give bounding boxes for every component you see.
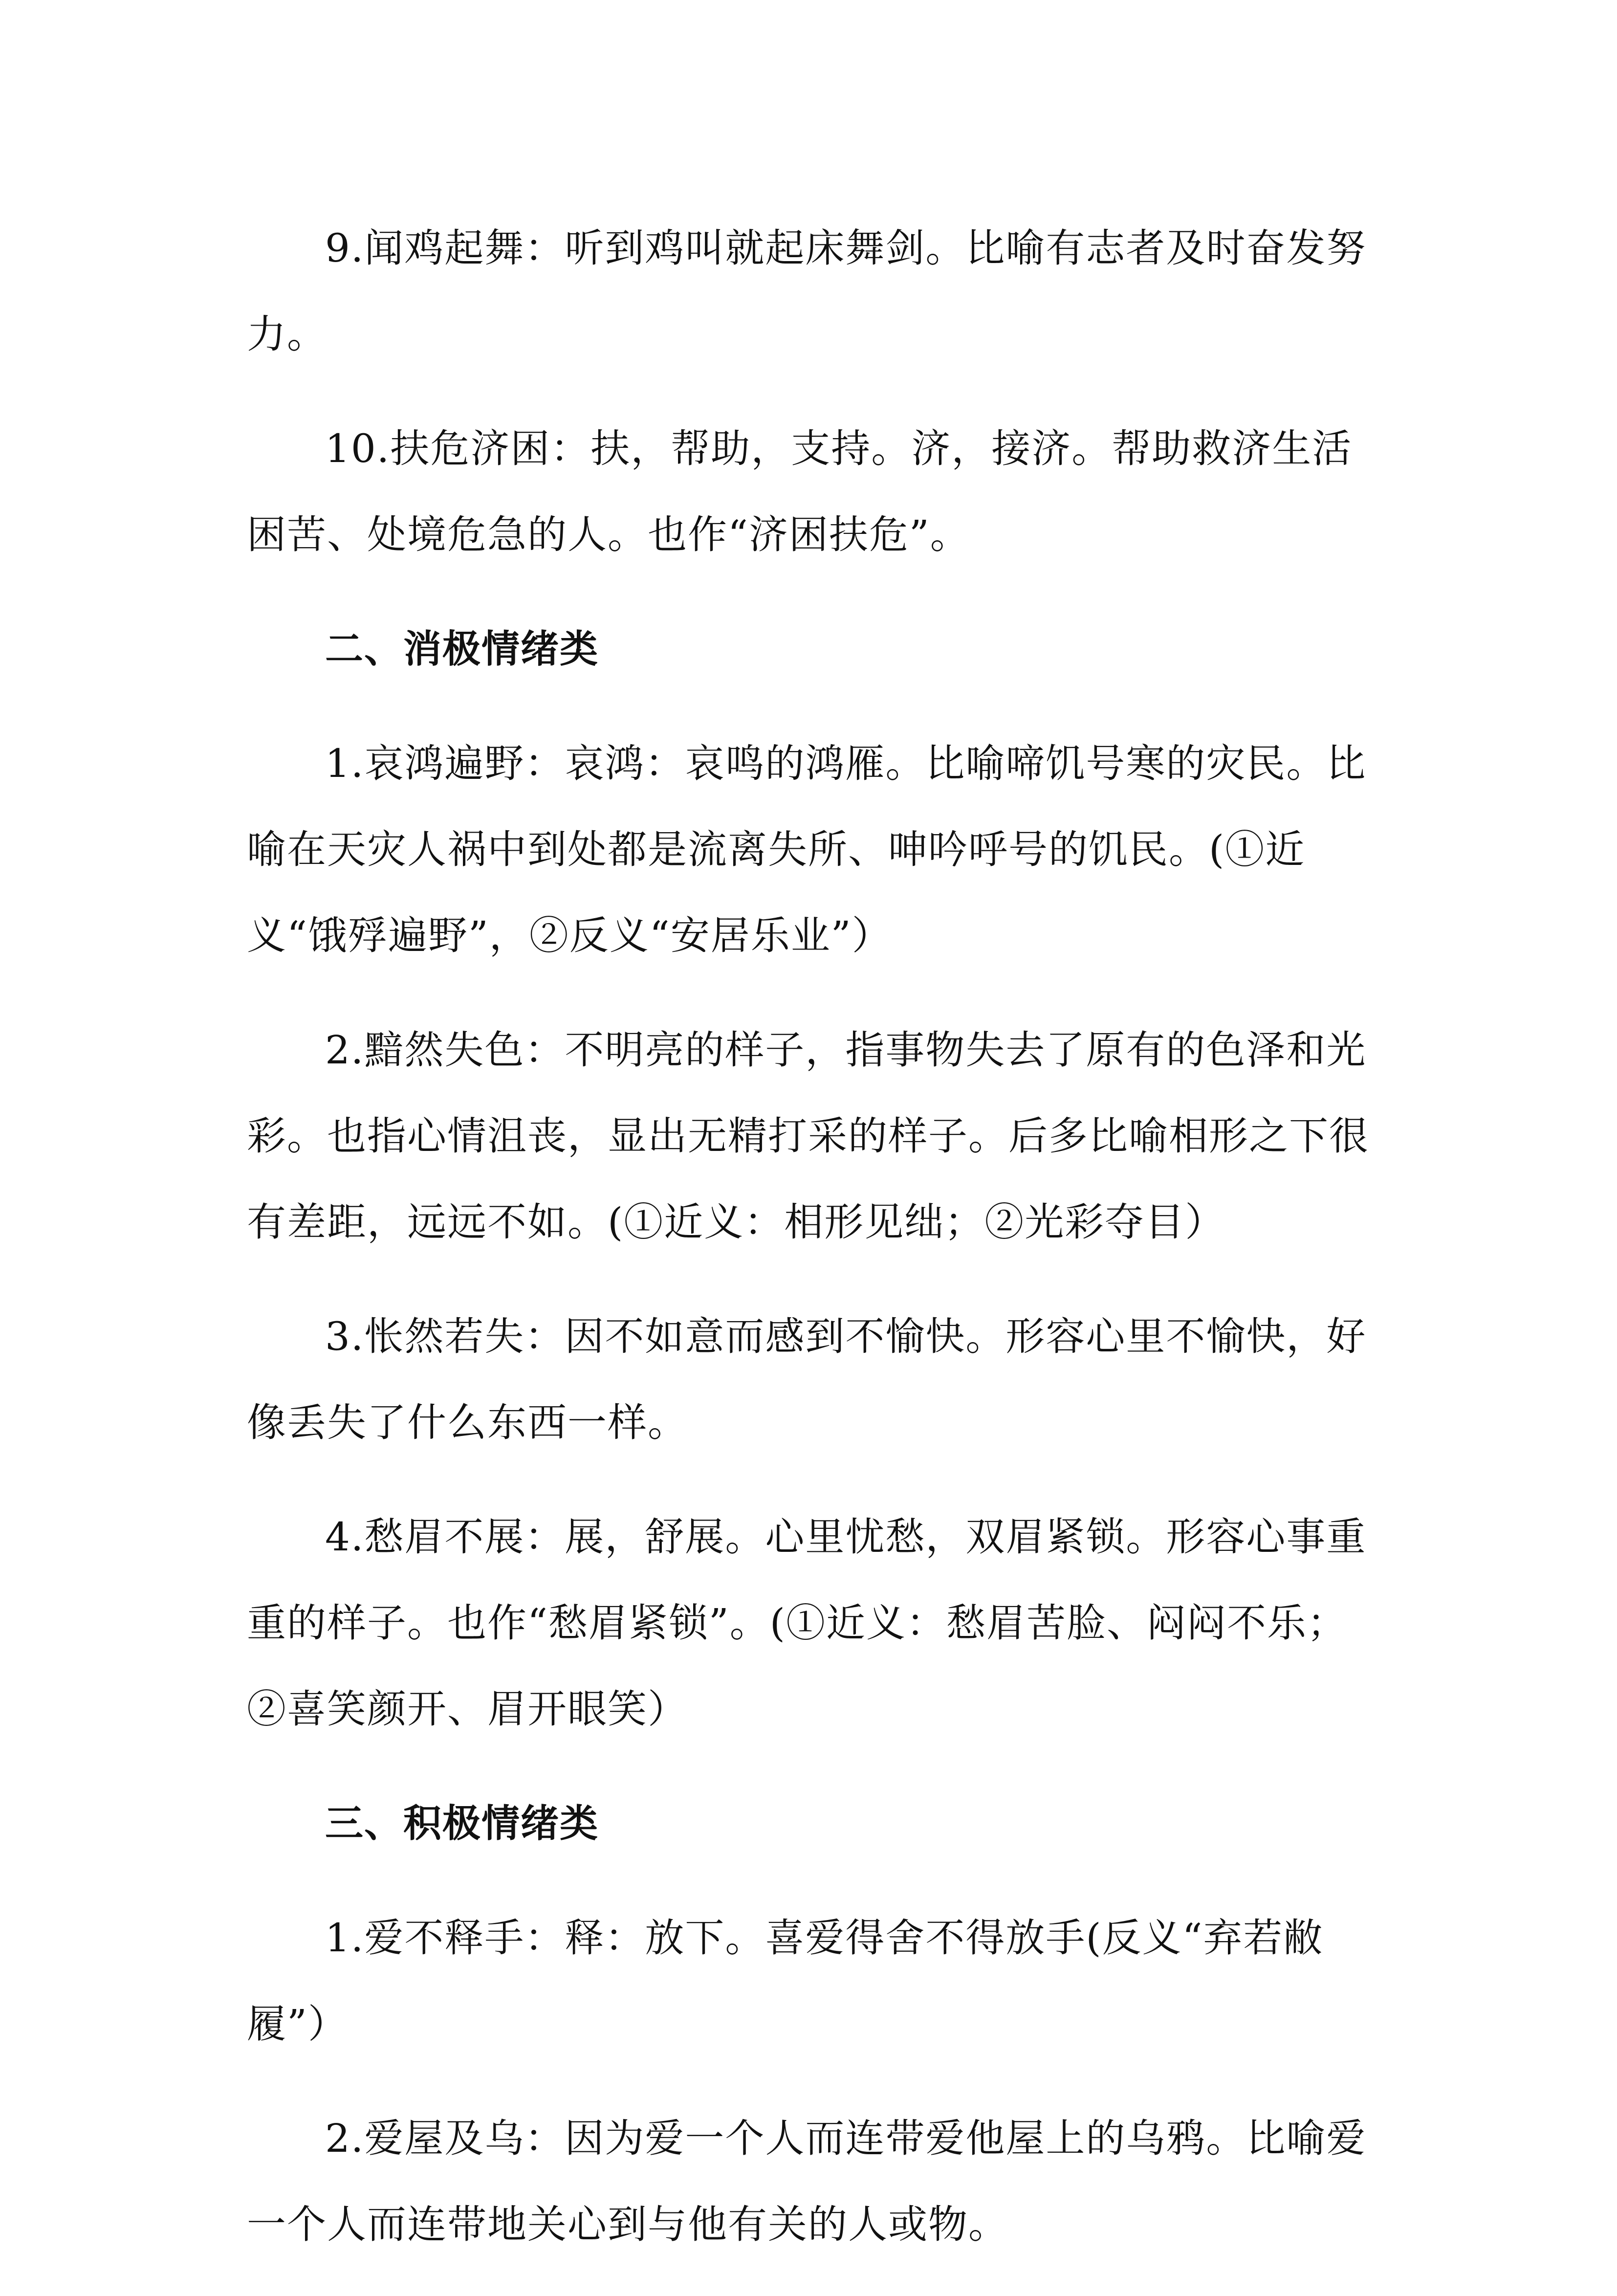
- idiom-changran-ruoshi: 3.怅然若失：因不如意而感到不愉快。形容心里不愉快，好像丢失了什么东西一样。: [247, 1314, 1367, 1445]
- section-heading-positive-emotions: 三、积极情绪类: [325, 1802, 599, 1846]
- idiom-choumei-buzhan: 4.愁眉不展：展，舒展。心里忧愁，双眉紧锁。形容心事重重的样子。也作“愁眉紧锁”。(①近义：愁眉苦脸、闷闷不乐；②喜笑颜开、眉开眼笑）: [247, 1514, 1367, 1732]
- idiom-aihong-bianye: 1.哀鸿遍野：哀鸿：哀鸣的鸿雁。比喻啼饥号寒的灾民。比喻在天灾人祸中到处都是流离失所、呻吟呼号的饥民。(①近义“饿殍遍野”，②反义“安居乐业”）: [247, 741, 1367, 958]
- idiom-wenji-qiwu: 9.闻鸡起舞：听到鸡叫就起床舞剑。比喻有志者及时奋发努力。: [247, 225, 1367, 357]
- idiom-anran-shise: 2.黯然失色：不明亮的样子，指事物失去了原有的色泽和光彩。也指心情沮丧，显出无精打采的样子。后多比喻相形之下很有差距，远远不如。(①近义：相形见绌；②光彩夺目）: [247, 1027, 1369, 1245]
- idiom-fuwei-jikun: 10.扶危济困：扶，帮助，支持。济，接济。帮助救济生活困苦、处境危急的人。也作“济困扶危”。: [247, 426, 1353, 557]
- idiom-aibu-shishou: 1.爱不释手：释：放下。喜爱得舍不得放手(反义“弃若敝履”）: [247, 1915, 1324, 2047]
- idiom-aiwu-jiwu: 2.爱屋及乌：因为爱一个人而连带爱他屋上的乌鸦。比喻爱一个人而连带地关心到与他有关的人或物。: [247, 2116, 1367, 2247]
- section-heading-negative-emotions: 二、消极情绪类: [325, 627, 599, 671]
- document-body: [247, 205, 1381, 2296]
